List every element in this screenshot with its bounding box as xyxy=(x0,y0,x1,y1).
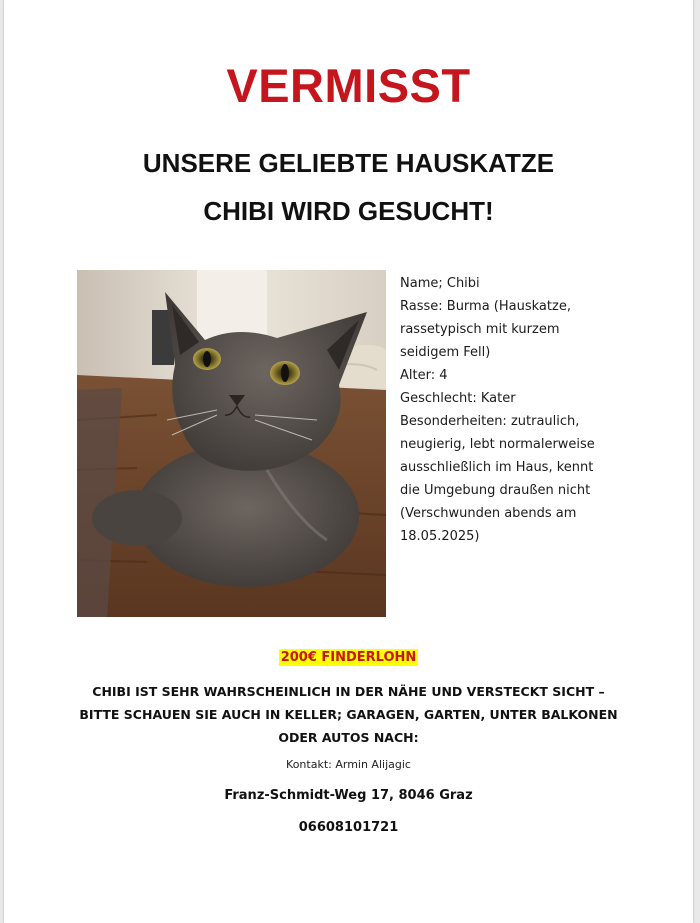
detail-breed-cont: rassetypisch mit kurzem xyxy=(400,322,560,337)
detail-name: Name; Chibi xyxy=(400,276,480,291)
notice-line: ODER AUTOS NACH: xyxy=(278,730,419,745)
cat-illustration xyxy=(77,270,386,617)
reward-text: 200€ FINDERLOHN xyxy=(280,650,417,665)
detail-breed: Rasse: Burma (Hauskatze, xyxy=(400,299,571,314)
detail-sex: Geschlecht: Kater xyxy=(400,391,516,406)
contact-name: Kontakt: Armin Alijagic xyxy=(286,758,411,771)
cat-photo xyxy=(77,270,386,617)
poster-page xyxy=(4,0,693,923)
contact-phone: 06608101721 xyxy=(298,820,399,835)
notice-line: BITTE SCHAUEN SIE AUCH IN KELLER; GARAGEN, GARTEN, UNTER BALKONEN xyxy=(79,707,618,722)
detail-age: Alter: 4 xyxy=(400,368,448,383)
contact-address: Franz-Schmidt-Weg 17, 8046 Graz xyxy=(224,788,473,803)
detail-traits-cont: ausschließlich im Haus, kennt xyxy=(400,460,594,475)
notice-line: CHIBI IST SEHR WAHRSCHEINLICH IN DER NÄHE UND VERSTECKT SICHT – xyxy=(92,684,605,699)
reward-banner xyxy=(4,648,693,666)
detail-traits-cont: die Umgebung draußen nicht xyxy=(400,483,591,498)
search-notice xyxy=(74,680,623,749)
detail-breed-cont: seidigem Fell) xyxy=(400,345,491,360)
detail-missing-since: (Verschwunden abends am xyxy=(400,506,577,521)
detail-traits-cont: neugierig, lebt normalerweise xyxy=(400,437,595,452)
subtitle-line-2: CHIBI WIRD GESUCHT! xyxy=(203,196,494,226)
headline: VERMISST xyxy=(226,59,471,112)
subtitle-line-1: UNSERE GELIEBTE HAUSKATZE xyxy=(142,148,555,178)
detail-traits: Besonderheiten: zutraulich, xyxy=(400,414,580,429)
detail-missing-date: 18.05.2025) xyxy=(400,529,480,544)
cat-details xyxy=(400,272,640,548)
